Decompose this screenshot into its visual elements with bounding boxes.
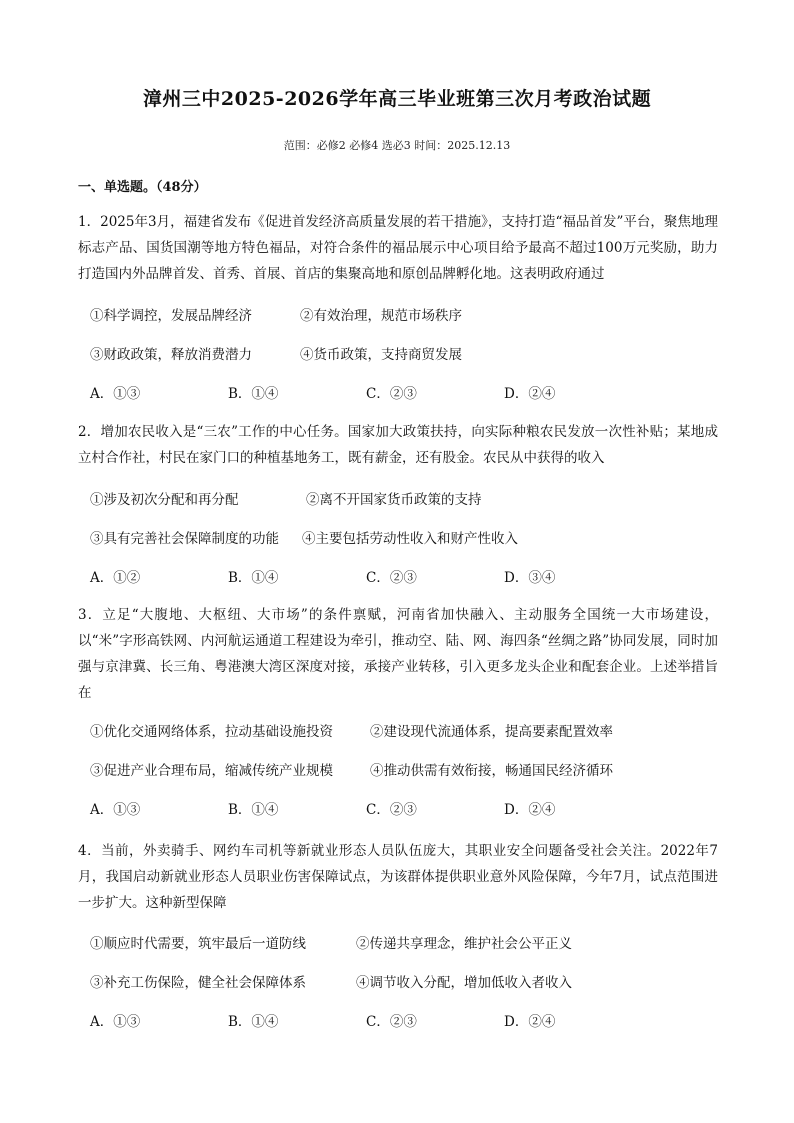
option: ③财政政策，释放消费潜力 (90, 347, 252, 363)
option: ②传递共享理念，维护社会公平正义 (356, 936, 572, 952)
page-title: 漳州三中2025-2026学年高三毕业班第三次月考政治试题 (142, 88, 652, 110)
choice-d: D．③④ (504, 570, 556, 586)
choice-a: A．①③ (90, 1014, 141, 1030)
option-row (90, 932, 572, 952)
choice-b: B．①④ (228, 570, 279, 586)
option: ④货币政策，支持商贸发展 (300, 347, 462, 363)
option: ④主要包括劳动性收入和财产性收入 (302, 531, 518, 547)
choice-a: A．①② (90, 570, 141, 586)
exam-info: 范围：必修2 必修4 选必3 时间：2025.12.13 (283, 139, 511, 152)
question-3 (78, 602, 718, 818)
option: ③补充工伤保险，健全社会保障体系 (90, 975, 306, 991)
option: ③促进产业合理布局，缩减传统产业规模 (90, 763, 333, 779)
choice-b: B．①④ (228, 386, 279, 402)
question-stem: 1．2025年3月，福建省发布《促进首发经济高质量发展的若干措施》，支持打造“福品首发”平台，聚焦地理标志产品、国货国潮等地方特色福品，对符合条件的福品展示中心项目给予最高不超过100万元奖励，助力打造国内外品牌首发、首秀、首展、首店的集聚高地和原创品牌孵化地。这表明政府通过 (78, 214, 718, 282)
choice-d: D．②④ (504, 1014, 556, 1030)
question-1 (78, 209, 718, 402)
answer-choices (90, 798, 642, 818)
option-row (90, 720, 613, 740)
answer-choices (90, 566, 642, 586)
choice-a: A．①③ (90, 802, 141, 818)
choice-d: D．②④ (504, 386, 556, 402)
question-stem: 2．增加农民收入是“三农”工作的中心任务。国家加大政策扶持，向实际种粮农民发放一次性补贴；某地成立村合作社，村民在家门口的种植基地务工，既有薪金，还有股金。农民从中获得的收入 (78, 424, 718, 466)
choice-a: A．①③ (90, 386, 141, 402)
option-row (90, 343, 462, 363)
answer-choices (90, 1010, 642, 1030)
option-row (90, 488, 482, 508)
choice-c: C．②③ (366, 386, 417, 402)
question-4 (78, 838, 718, 1030)
choice-c: C．②③ (366, 570, 417, 586)
question-stem: 3．立足“大腹地、大枢纽、大市场”的条件禀赋，河南省加快融入、主动服务全国统一大市场建设，以“米”字形高铁网、内河航运通道工程建设为牵引，推动空、陆、网、海四条“丝绸之路”协同发展，同时加强与京津冀、长三角、粤港澳大湾区深度对接，承接产业转移，引入更多龙头企业和配套企业。上述举措旨在 (78, 607, 718, 701)
option: ②有效治理，规范市场秩序 (300, 308, 462, 324)
answer-choices (90, 382, 642, 402)
option-row (90, 304, 462, 324)
option-row (90, 971, 572, 991)
option: ①优化交通网络体系，拉动基础设施投资 (90, 724, 333, 740)
choice-d: D．②④ (504, 802, 556, 818)
choice-b: B．①④ (228, 802, 279, 818)
option: ①科学调控，发展品牌经济 (90, 308, 252, 324)
option: ②离不开国家货币政策的支持 (306, 492, 482, 508)
option-row (90, 527, 518, 547)
question-stem: 4．当前，外卖骑手、网约车司机等新就业形态人员队伍庞大，其职业安全问题备受社会关注。2022年7月，我国启动新就业形态人员职业伤害保障试点，为该群体提供职业意外风险保障，今年7月，试点范围进一步扩大。这种新型保障 (78, 843, 718, 911)
option-row (90, 759, 613, 779)
choice-c: C．②③ (366, 1014, 417, 1030)
choice-c: C．②③ (366, 802, 417, 818)
choice-b: B．①④ (228, 1014, 279, 1030)
option: ④调节收入分配，增加低收入者收入 (356, 975, 572, 991)
option: ④推动供需有效衔接，畅通国民经济循环 (370, 763, 613, 779)
option: ①涉及初次分配和再分配 (90, 492, 239, 508)
option: ①顺应时代需要，筑牢最后一道防线 (90, 936, 306, 952)
option: ②建设现代流通体系，提高要素配置效率 (370, 724, 613, 740)
question-2 (78, 419, 718, 586)
section-heading: 一、单选题。（48分） (78, 180, 207, 195)
option: ③具有完善社会保障制度的功能 (90, 531, 279, 547)
